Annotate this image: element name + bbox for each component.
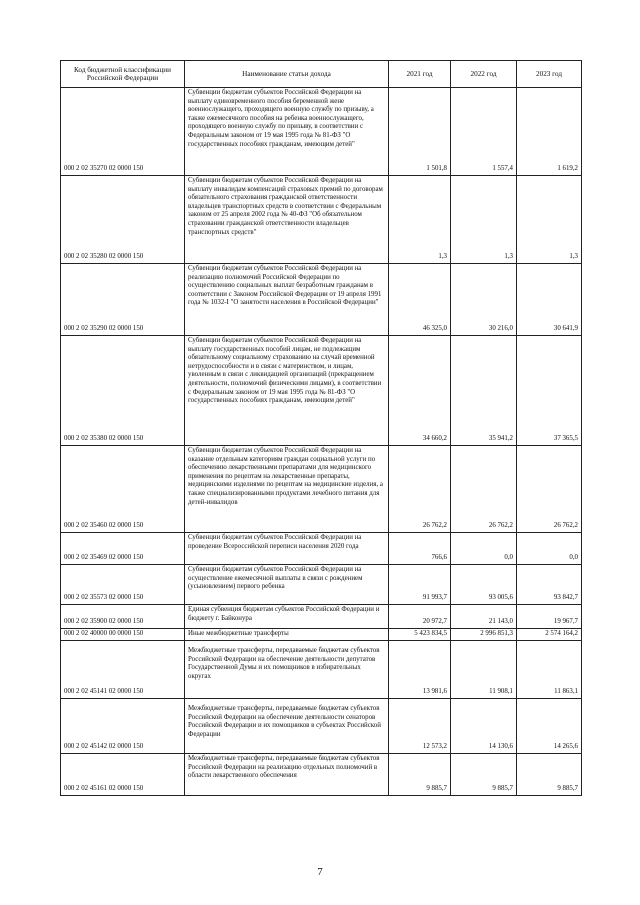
revenue-name-cell: Субвенции бюджетам субъектов Российской Федерации на проведение Всероссийской переписи населения 2020 года [185,533,389,565]
value-2022-cell: 21 143,0 [451,605,517,629]
revenue-name-cell: Единая субвенция бюджетам субъектов Российской Федерации и бюджету г. Байконура [185,605,389,629]
value-2022-cell: 93 005,6 [451,565,517,605]
value-2022-cell: 30 216,0 [451,264,517,336]
budget-code-cell: 000 2 02 35380 02 0000 150 [61,336,185,446]
value-2022-cell: 9 885,7 [451,754,517,796]
value-2021-cell: 91 993,7 [389,565,451,605]
budget-code-cell: 000 2 02 45141 02 0000 150 [61,641,185,699]
value-2021-cell: 5 423 834,5 [389,629,451,641]
table-header-row [61,61,582,88]
revenue-name-cell: Субвенции бюджетам субъектов Российской Федерации на выплату государственных пособий лицам, не подлежащим обязательному социальному страхованию на случай временной нетрудоспособности и в связи с материнством, и лицам, уволенным в связи с ликвидацией организаций (прекращением деятельности, полномочий физическими лицами), в соответствии с Федеральным законом от 19 мая 1995 года № 81-ФЗ "О государственных пособиях гражданам, имеющим детей" [185,336,389,446]
value-2023-cell: 26 762,2 [517,446,582,533]
table-row [61,264,582,336]
revenue-name-cell: Межбюджетные трансферты, передаваемые бюджетам субъектов Российской Федерации на реализацию отдельных полномочий в области лекарственного обеспечения [185,754,389,796]
budget-code-cell: 000 2 02 45142 02 0000 150 [61,699,185,754]
table-row [61,641,582,699]
page-number: 7 [317,866,323,878]
table-row [61,565,582,605]
value-2023-cell: 93 842,7 [517,565,582,605]
revenue-name-cell: Субвенции бюджетам субъектов Российской Федерации на выплату единовременного пособия беременной жене военнослужащего, проходящего военную службу по призыву, а также ежемесячного пособия на ребенка военнослужащего, проходящего военную службу по призыву, в соответствии с Федеральным законом от 19 мая 1995 года № 81-ФЗ "О государственных пособиях гражданам, имеющим детей" [185,88,389,176]
table-row [61,336,582,446]
header-2022: 2022 год [451,61,517,88]
value-2021-cell: 1 501,8 [389,88,451,176]
revenue-name-cell: Субвенции бюджетам субъектов Российской Федерации на реализацию полномочий Российской Федерации по осуществлению социальных выплат безработным гражданам в соответствии с Законом Российской Федерации от 19 апреля 1991 года № 1032-I "О занятости населения в Российской Федерации" [185,264,389,336]
table-row [61,533,582,565]
value-2022-cell: 2 996 851,3 [451,629,517,641]
table-row [61,446,582,533]
value-2023-cell: 1 619,2 [517,88,582,176]
value-2023-cell: 11 863,1 [517,641,582,699]
budget-code-cell: 000 2 02 35469 02 0000 150 [61,533,185,565]
value-2021-cell: 34 660,2 [389,336,451,446]
revenue-name-cell: Субвенции бюджетам субъектов Российской Федерации на выплату инвалидам компенсаций страховых премий по договорам обязательного страхования гражданской ответственности владельцев транспортных средств в соответствии с Федеральным законом от 25 апреля 2002 года № 40-ФЗ "Об обязательном страховании гражданской ответственности владельцев транспортных средств" [185,176,389,264]
revenue-name-cell: Субвенции бюджетам субъектов Российской Федерации на осуществление ежемесячной выплаты в связи с рождением (усыновлением) первого ребенка [185,565,389,605]
table-row [61,754,582,796]
value-2022-cell: 26 762,2 [451,446,517,533]
value-2021-cell: 766,6 [389,533,451,565]
header-name: Наименование статьи дохода [185,61,389,88]
revenue-table [60,60,582,796]
value-2022-cell: 1 557,4 [451,88,517,176]
budget-code-cell: 000 2 02 35270 02 0000 150 [61,88,185,176]
header-2023: 2023 год [517,61,582,88]
revenue-name-cell: Межбюджетные трансферты, передаваемые бюджетам субъектов Российской Федерации на обеспечение деятельности сенаторов Российской Федерации и их помощников в субъектах Российской Федерации [185,699,389,754]
value-2021-cell: 13 981,6 [389,641,451,699]
value-2022-cell: 14 130,6 [451,699,517,754]
value-2023-cell: 2 574 164,2 [517,629,582,641]
table-row [61,699,582,754]
value-2022-cell: 0,0 [451,533,517,565]
value-2023-cell: 0,0 [517,533,582,565]
value-2021-cell: 1,3 [389,176,451,264]
value-2021-cell: 26 762,2 [389,446,451,533]
value-2023-cell: 19 967,7 [517,605,582,629]
table-row [61,605,582,629]
table-row [61,629,582,641]
revenue-name-cell: Субвенции бюджетам субъектов Российской Федерации на оказание отдельным категориям граждан социальной услуги по обеспечению лекарственными препаратами для медицинского применения по рецептам на лекарственные препараты, медицинскими изделиями по рецептам на медицинские изделия, а также специализированными продуктами лечебного питания для детей-инвалидов [185,446,389,533]
budget-code-cell: 000 2 02 35290 02 0000 150 [61,264,185,336]
revenue-name-cell: Межбюджетные трансферты, передаваемые бюджетам субъектов Российской Федерации на обеспечение деятельности депутатов Государственной Думы и их помощников в избирательных округах [185,641,389,699]
value-2021-cell: 12 573,2 [389,699,451,754]
value-2021-cell: 46 325,0 [389,264,451,336]
budget-code-cell: 000 2 02 35280 02 0000 150 [61,176,185,264]
budget-code-cell: 000 2 02 35573 02 0000 150 [61,565,185,605]
value-2021-cell: 9 885,7 [389,754,451,796]
header-2021: 2021 год [389,61,451,88]
value-2022-cell: 35 941,2 [451,336,517,446]
value-2022-cell: 11 908,1 [451,641,517,699]
budget-code-cell: 000 2 02 35900 02 0000 150 [61,605,185,629]
budget-code-cell: 000 2 02 45161 02 0000 150 [61,754,185,796]
revenue-name-cell: Иные межбюджетные трансферты [185,629,389,641]
value-2021-cell: 20 972,7 [389,605,451,629]
value-2023-cell: 9 885,7 [517,754,582,796]
value-2023-cell: 37 365,5 [517,336,582,446]
header-code: Код бюджетной классификации Российской Федерации [61,61,185,88]
table-row [61,88,582,176]
budget-code-cell: 000 2 02 40000 00 0000 150 [61,629,185,641]
value-2023-cell: 14 265,6 [517,699,582,754]
value-2023-cell: 1,3 [517,176,582,264]
table-row [61,176,582,264]
budget-code-cell: 000 2 02 35460 02 0000 150 [61,446,185,533]
value-2022-cell: 1,3 [451,176,517,264]
value-2023-cell: 30 641,9 [517,264,582,336]
